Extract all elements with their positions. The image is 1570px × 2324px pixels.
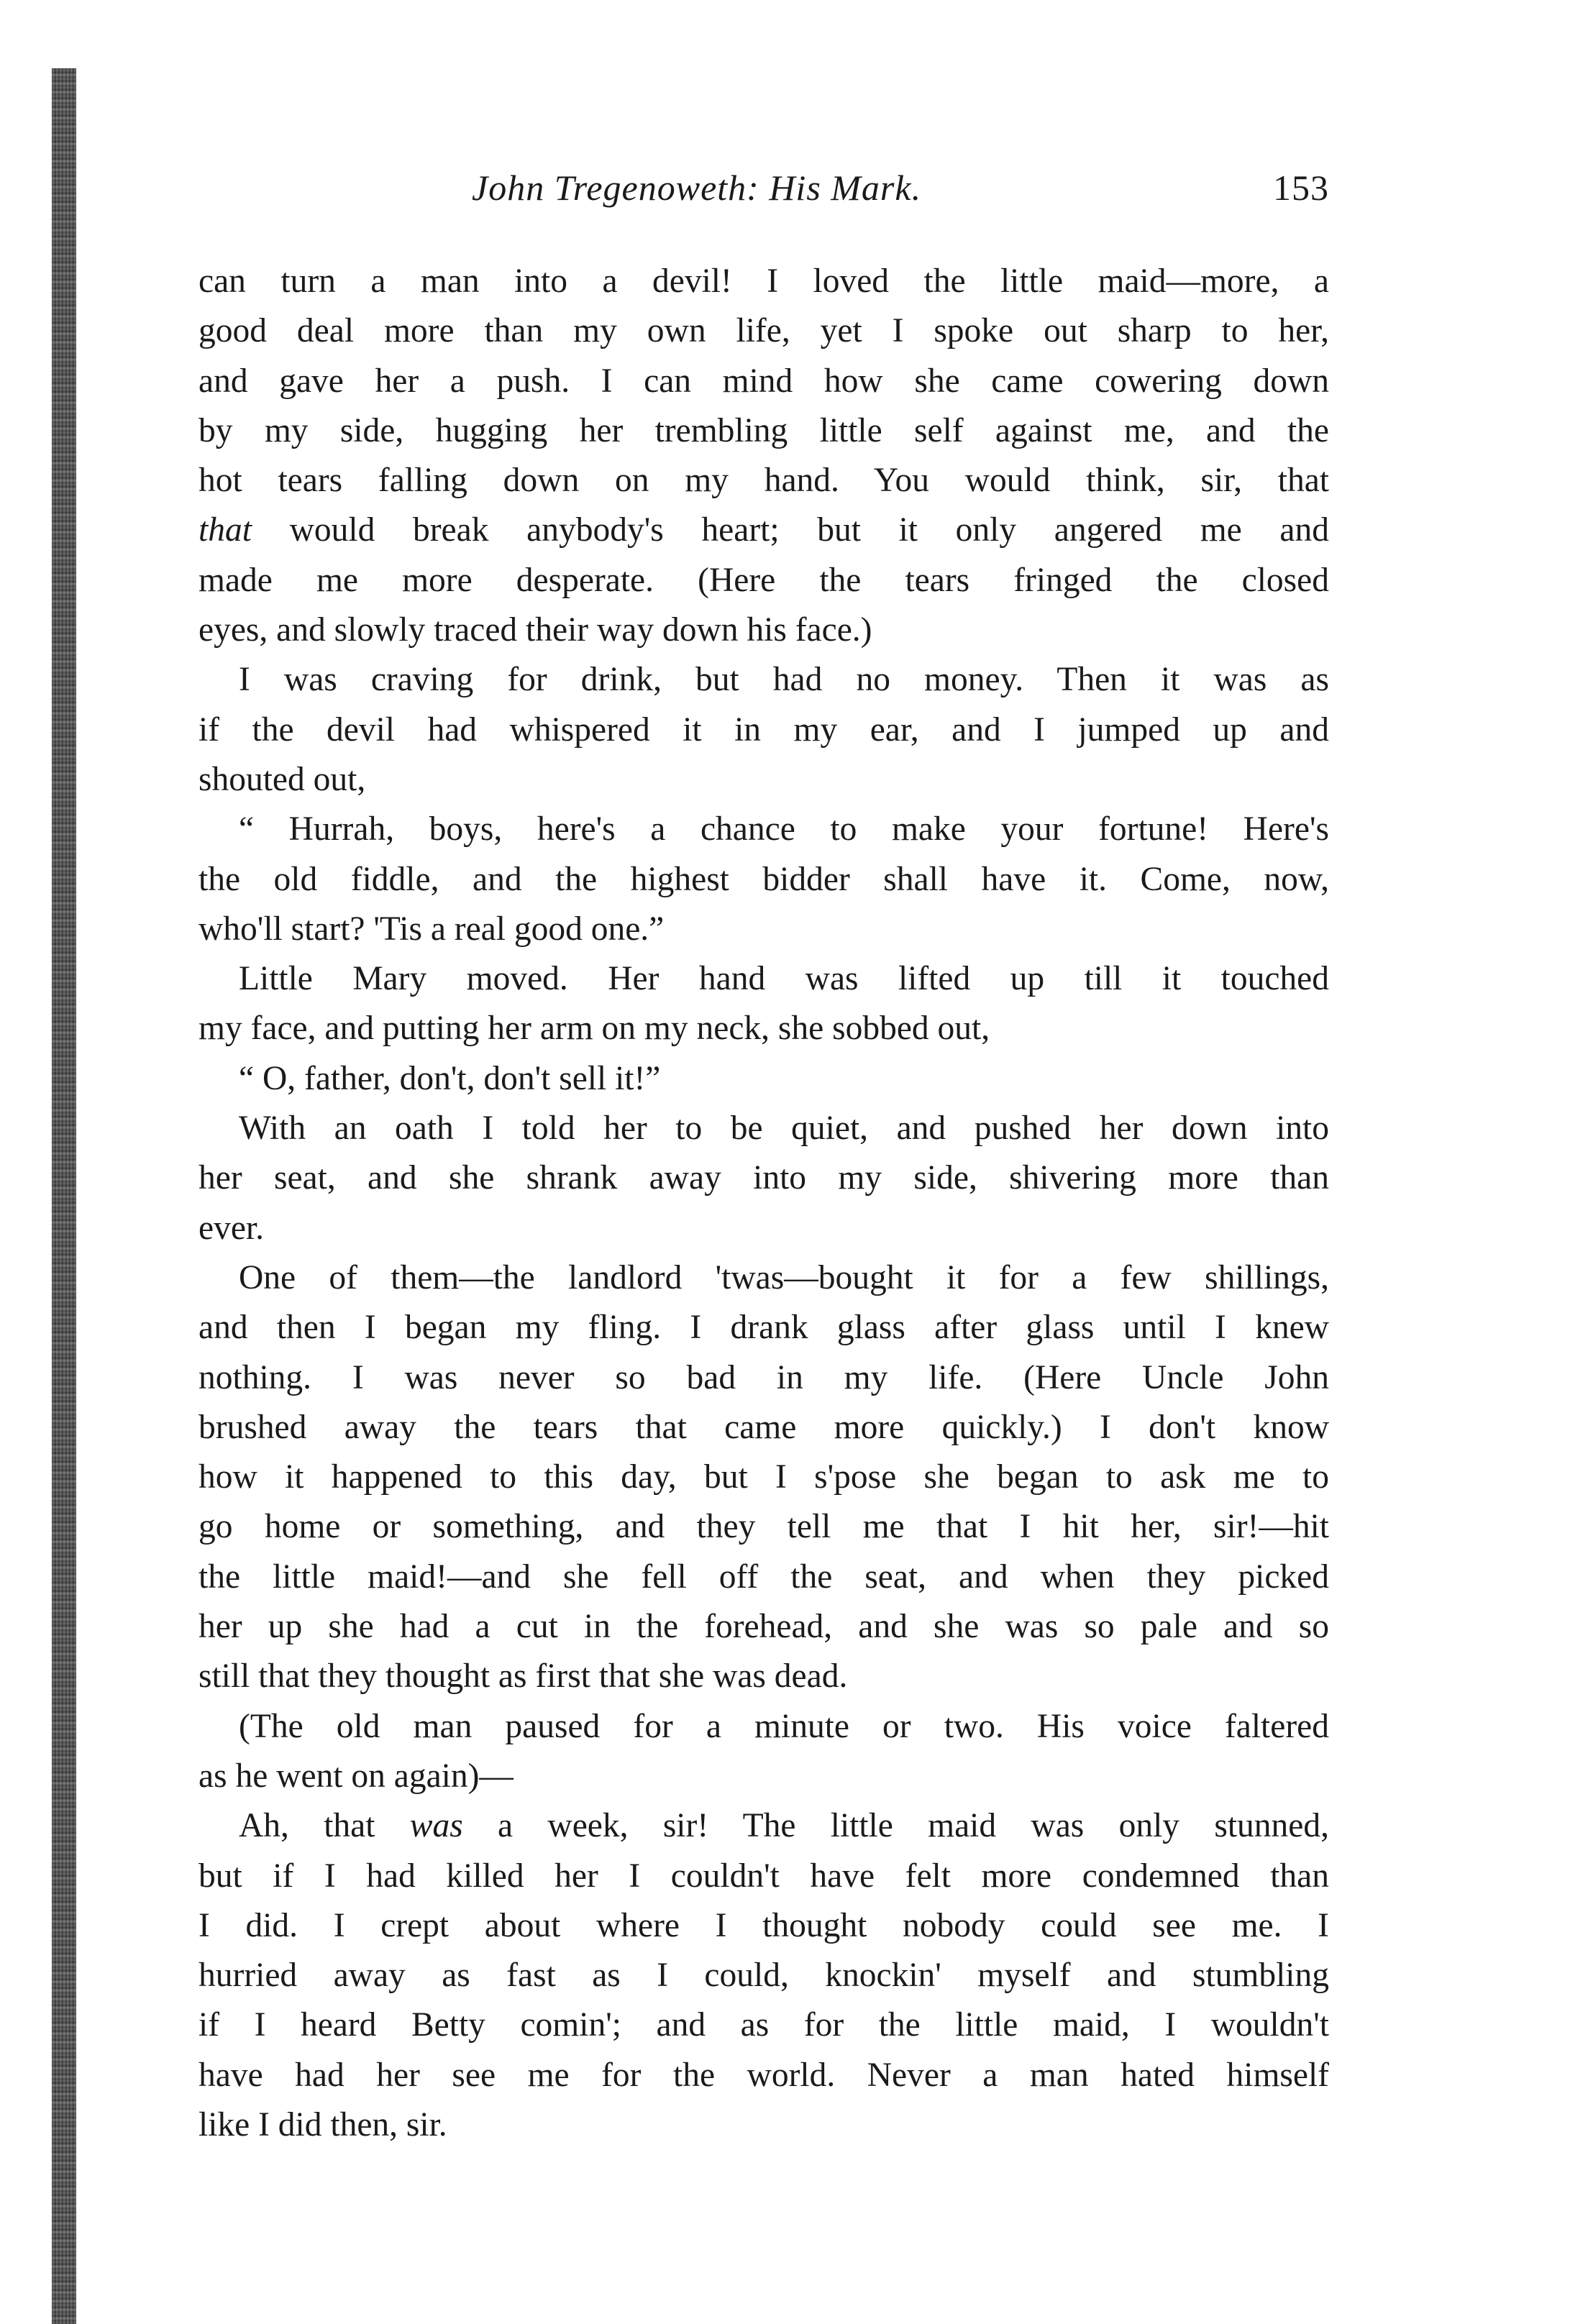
text-line: “ Hurrah, boys, here's a chance to make your fortune! Here's bbox=[239, 810, 1329, 848]
text-line: hot tears falling down on my hand. You would think, sir, that bbox=[198, 462, 1329, 500]
text-line bbox=[198, 505, 1329, 555]
text-line: (The old man paused for a minute or two. His voice faltered bbox=[239, 1707, 1329, 1745]
text-line: With an oath I told her to be quiet, and pushed her down into bbox=[239, 1110, 1329, 1148]
text-line: “ O, father, don't, don't sell it!” bbox=[239, 1059, 661, 1097]
text-line: the old fiddle, and the highest bidder shall have it. Come, now, bbox=[198, 860, 1329, 898]
text-line: and gave her a push. I can mind how she came cowering down bbox=[198, 362, 1329, 400]
text-line: and then I began my fling. I drank glass after glass until I knew bbox=[198, 1309, 1329, 1347]
text-line: but if I had killed her I couldn't have felt more condemned than bbox=[198, 1857, 1329, 1895]
text-line: the little maid!—and she fell off the seat, and when they picked bbox=[198, 1557, 1329, 1596]
text-line: One of them—the landlord 'twas—bought it for a few shillings, bbox=[239, 1258, 1329, 1296]
text-line: how it happened to this day, but I s'pose she began to ask me to bbox=[198, 1458, 1329, 1496]
text-line: by my side, hugging her trembling little self against me, and the bbox=[198, 411, 1329, 449]
text-line: go home or something, and they tell me that I hit her, sir!—hit bbox=[198, 1508, 1329, 1546]
text-line: shouted out, bbox=[198, 760, 366, 798]
text-line-segment: Ah, that bbox=[239, 1807, 410, 1845]
body-text bbox=[198, 257, 1329, 2150]
text-line: ever. bbox=[198, 1209, 264, 1247]
page-number: 153 bbox=[1273, 168, 1329, 208]
text-line: if the devil had whispered it in my ear, and I jumped up and bbox=[198, 710, 1329, 749]
text-line: I was craving for drink, but had no money. Then it was as bbox=[239, 661, 1329, 699]
text-line-segment: a week, sir! The little maid was only stunned, bbox=[462, 1807, 1329, 1845]
text-line: made me more desperate. (Here the tears fringed the closed bbox=[198, 561, 1329, 599]
text-line: my face, and putting her arm on my neck, she sobbed out, bbox=[198, 1010, 990, 1048]
text-line: nothing. I was never so bad in my life. (Here Uncle John bbox=[198, 1358, 1329, 1396]
text-line: like I did then, sir. bbox=[198, 2105, 447, 2144]
text-line: if I heard Betty comin'; and as for the little maid, I wouldn't bbox=[198, 2006, 1329, 2044]
text-line: still that they thought as first that she was dead. bbox=[198, 1657, 848, 1696]
text-line: brushed away the tears that came more quickly.) I don't know bbox=[198, 1408, 1329, 1446]
text-line: hurried away as fast as I could, knockin' myself and stumbling bbox=[198, 1957, 1329, 1995]
text-line: have had her see me for the world. Never a man hated himself bbox=[198, 2056, 1329, 2094]
text-line: her seat, and she shrank away into my side, shivering more than bbox=[198, 1159, 1329, 1197]
text-line: as he went on again)— bbox=[198, 1757, 514, 1795]
italic-emphasis: was bbox=[409, 1807, 463, 1845]
text-line: Little Mary moved. Her hand was lifted up till it touched bbox=[239, 960, 1329, 998]
text-line: can turn a man into a devil! I loved the little maid—more, a bbox=[198, 262, 1329, 300]
page-binding-edge bbox=[52, 68, 76, 2324]
text-line-segment: would break anybody's heart; but it only angered me and bbox=[251, 511, 1329, 549]
italic-emphasis: that bbox=[198, 511, 252, 549]
running-title: John Tregenoweth: His Mark. bbox=[472, 168, 922, 208]
text-line: her up she had a cut in the forehead, and she was so pale and so bbox=[198, 1608, 1329, 1646]
page-header bbox=[198, 167, 1329, 227]
text-line: I did. I crept about where I thought nobody could see me. I bbox=[198, 1906, 1329, 1944]
text-line: who'll start? 'Tis a real good one.” bbox=[198, 910, 665, 948]
text-line bbox=[198, 1801, 1329, 1851]
text-line: good deal more than my own life, yet I spoke out sharp to her, bbox=[198, 312, 1329, 350]
text-line: eyes, and slowly traced their way down his face.) bbox=[198, 611, 872, 649]
